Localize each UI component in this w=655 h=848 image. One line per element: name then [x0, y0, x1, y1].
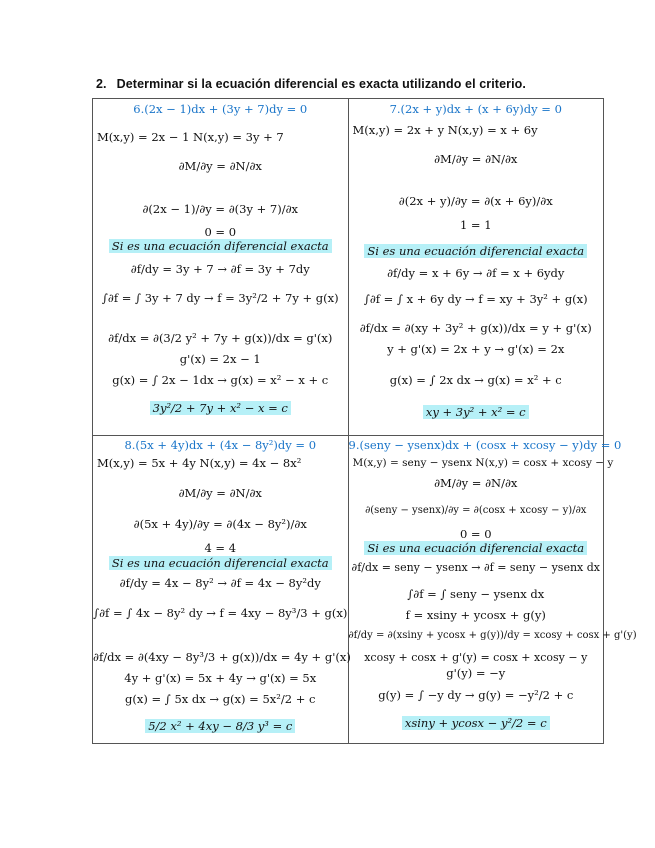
problem-6-cell [93, 99, 349, 436]
differentiation-step: ∂f/dx = ∂(xy + 3y² + g(x))/dx = y + g'(x) [359, 321, 592, 335]
problem-title: 6.(2x − 1)dx + (3y + 7)dy = 0 [133, 102, 308, 116]
criterion-equation: ∂M/∂y = ∂N/∂x [178, 159, 262, 173]
problem-title: 7.(2x + y)dx + (x + 6y)dy = 0 [389, 102, 562, 116]
problems-table [92, 98, 637, 744]
derivative-step: ∂f/dx = seny − ysenx → ∂f = seny − ysenx dx [351, 561, 600, 574]
m-n-definition: M(x,y) = seny − ysenx N(x,y) = cosx + xcosy − y [352, 457, 614, 469]
problem-title: 8.(5x + 4y)dx + (4x − 8y²)dy = 0 [124, 438, 317, 452]
solution-highlight: 3y²/2 + 7y + x² − x = c [150, 401, 291, 415]
criterion-equation: ∂M/∂y = ∂N/∂x [434, 476, 518, 490]
criterion-equation: ∂M/∂y = ∂N/∂x [434, 152, 518, 166]
exercise-heading [96, 77, 526, 91]
g-prime-equation: y + g'(x) = 2x + y → g'(x) = 2x [387, 342, 565, 356]
partial-derivatives: ∂(2x + y)/∂y = ∂(x + 6y)/∂x [398, 194, 553, 208]
final-solution [93, 719, 348, 733]
m-n-definition: M(x,y) = 2x + y N(x,y) = x + 6y [352, 123, 538, 137]
criterion-result: 4 = 4 [204, 541, 237, 555]
partial-derivatives: ∂(2x − 1)/∂y = ∂(3y + 7)/∂x [142, 202, 299, 216]
f-result: f = xsiny + ycosx + g(y) [405, 608, 546, 622]
exercise-instruction: Determinar si la ecuación diferencial es exacta utilizando el criterio. [116, 77, 526, 91]
g-integration: g(x) = ∫ 5x dx → g(x) = 5x²/2 + c [125, 692, 316, 706]
criterion-result: 0 = 0 [204, 225, 237, 239]
exact-conclusion [93, 239, 348, 253]
integration-step: ∫∂f = ∫ seny − ysenx dx [407, 587, 545, 601]
exact-highlight: Si es una ecuación diferencial exacta [364, 541, 587, 555]
problem-8-cell [93, 436, 349, 744]
derivative-step: ∂f/dy = 4x − 8y² → ∂f = 4x − 8y²dy [119, 576, 321, 590]
g-prime-result: g'(y) = −y [446, 666, 506, 680]
exact-highlight: Si es una ecuación diferencial exacta [364, 244, 587, 258]
differentiation-step: ∂f/dx = ∂(4xy − 8y³/3 + g(x))/dx = 4y + g'(x) [93, 650, 351, 664]
criterion-result: 1 = 1 [459, 218, 492, 232]
exact-highlight: Si es una ecuación diferencial exacta [109, 556, 332, 570]
g-prime-equation: g'(x) = 2x − 1 [179, 352, 261, 366]
integration-step: ∫∂f = ∫ 3y + 7 dy → f = 3y²/2 + 7y + g(x) [101, 291, 339, 305]
final-solution [93, 401, 348, 415]
problem-7-cell [348, 99, 604, 436]
final-solution [349, 405, 604, 419]
partial-derivatives: ∂(5x + 4y)/∂y = ∂(4x − 8y²)/∂x [133, 517, 307, 531]
g-prime-equation: xcosy + cosx + g'(y) = cosx + xcosy − y [364, 651, 588, 664]
g-integration: g(x) = ∫ 2x − 1dx → g(x) = x² − x + c [112, 373, 329, 387]
final-solution [349, 716, 604, 730]
m-n-definition: M(x,y) = 5x + 4y N(x,y) = 4x − 8x² [97, 456, 302, 470]
m-n-definition: M(x,y) = 2x − 1 N(x,y) = 3y + 7 [97, 130, 284, 144]
exact-conclusion [93, 556, 348, 570]
g-prime-equation: 4y + g'(x) = 5x + 4y → g'(x) = 5x [124, 671, 317, 685]
derivative-step: ∂f/dy = x + 6y → ∂f = x + 6ydy [387, 266, 565, 280]
problem-9-cell [348, 436, 637, 744]
integration-step: ∫∂f = ∫ x + 6y dy → f = xy + 3y² + g(x) [363, 292, 588, 306]
differentiation-step: ∂f/dx = ∂(3/2 y² + 7y + g(x))/dx = g'(x) [108, 331, 333, 345]
criterion-equation: ∂M/∂y = ∂N/∂x [178, 486, 262, 500]
partial-derivatives: ∂(seny − ysenx)/∂y = ∂(cosx + xcosy − y)/∂x [365, 505, 587, 516]
exercise-number: 2. [96, 77, 107, 91]
solution-highlight: xsiny + ycosx − y²/2 = c [402, 716, 550, 730]
g-integration: g(y) = ∫ −y dy → g(y) = −y²/2 + c [378, 688, 574, 702]
problem-title: 9.(seny − ysenx)dx + (cosx + xcosy − y)dy = 0 [348, 438, 622, 452]
solution-highlight: 5/2 x² + 4xy − 8/3 y³ = c [145, 719, 295, 733]
solution-highlight: xy + 3y² + x² = c [423, 405, 529, 419]
exact-highlight: Si es una ecuación diferencial exacta [109, 239, 332, 253]
g-integration: g(x) = ∫ 2x dx → g(x) = x² + c [389, 373, 562, 387]
differentiation-step: ∂f/dy = ∂(xsiny + ycosx + g(y))/dy = xcosy + cosx + g'(y) [348, 630, 637, 641]
exact-conclusion [349, 244, 604, 258]
integration-step: ∫∂f = ∫ 4x − 8y² dy → f = 4xy − 8y³/3 + g(x) [93, 606, 348, 620]
derivative-step: ∂f/dy = 3y + 7 → ∂f = 3y + 7dy [130, 262, 310, 276]
exact-conclusion [349, 541, 604, 555]
criterion-result: 0 = 0 [459, 527, 492, 541]
